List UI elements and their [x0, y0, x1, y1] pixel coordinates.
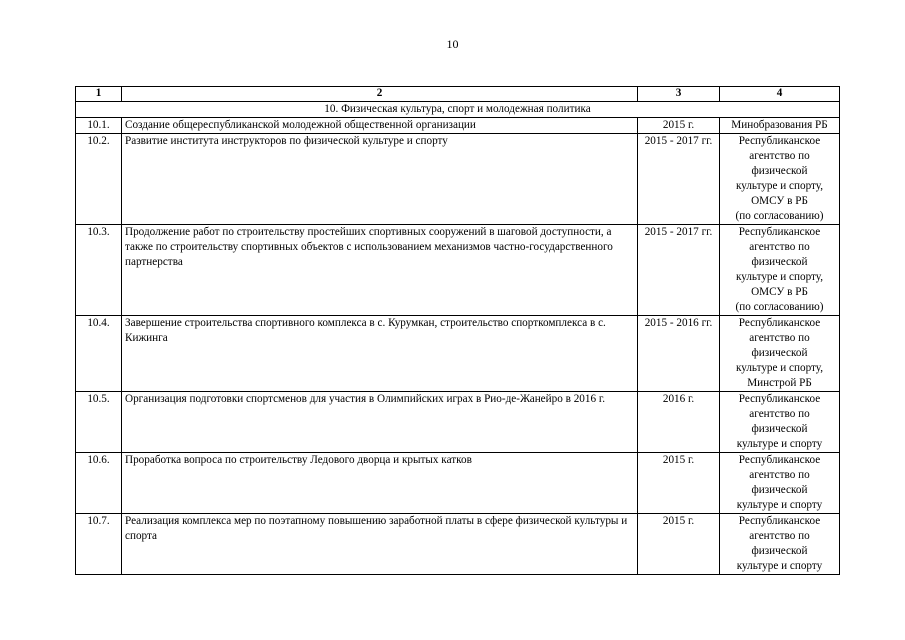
- row-measure-text: Создание общереспубликанской молодежной общественной организации: [122, 118, 638, 134]
- row-term: 2015 г.: [638, 118, 720, 134]
- responsible-line: агентство по: [749, 408, 810, 420]
- table-row: [76, 316, 840, 392]
- responsible-line: агентство по: [749, 530, 810, 542]
- column-header-4: 4: [720, 87, 840, 102]
- row-number: 10.7.: [76, 514, 122, 575]
- row-term: 2015 г.: [638, 514, 720, 575]
- section-title: 10. Физическая культура, спорт и молодежная политика: [76, 102, 840, 118]
- row-number: 10.1.: [76, 118, 122, 134]
- row-number: 10.3.: [76, 225, 122, 316]
- responsible-line: культуре и спорту: [736, 560, 823, 572]
- responsible-line: физической: [751, 423, 808, 435]
- responsible-line: физической: [751, 165, 808, 177]
- responsible-line: Республиканское: [738, 454, 821, 466]
- column-header-2: 2: [122, 87, 638, 102]
- column-header-3: 3: [638, 87, 720, 102]
- responsible-line: Республиканское: [738, 317, 821, 329]
- responsible-line: Республиканское: [738, 515, 821, 527]
- responsible-line: ОМСУ в РБ: [751, 286, 808, 298]
- row-term: 2016 г.: [638, 392, 720, 453]
- section-row: [76, 102, 840, 118]
- row-responsible: [720, 134, 840, 225]
- responsible-line: агентство по: [749, 241, 810, 253]
- row-measure-text: Продолжение работ по строительству простейших спортивных сооружений в шаговой доступности, а также по строительству спортивных объектов с использованием механизмов частно-государственного партнерства: [122, 225, 638, 316]
- column-header-1: 1: [76, 87, 122, 102]
- row-responsible: [720, 118, 840, 134]
- responsible-line: физической: [751, 545, 808, 557]
- responsible-line: ОМСУ в РБ: [751, 195, 808, 207]
- row-measure-text: Организация подготовки спортсменов для участия в Олимпийских играх в Рио-де-Жанейро в 2016 г.: [122, 392, 638, 453]
- row-measure-text: Проработка вопроса по строительству Ледового дворца и крытых катков: [122, 453, 638, 514]
- row-number: 10.4.: [76, 316, 122, 392]
- row-term: 2015 - 2017 гг.: [638, 134, 720, 225]
- table-row: [76, 453, 840, 514]
- row-responsible: [720, 225, 840, 316]
- row-measure-text: Развитие института инструкторов по физической культуре и спорту: [122, 134, 638, 225]
- page-number: 10: [446, 37, 459, 51]
- responsible-line: физической: [751, 256, 808, 268]
- responsible-line: культуре и спорту,: [735, 362, 824, 374]
- row-number: 10.2.: [76, 134, 122, 225]
- row-responsible: [720, 514, 840, 575]
- row-measure-text: Завершение строительства спортивного комплекса в с. Курумкан, строительство спорткомплекса в с. Кижинга: [122, 316, 638, 392]
- responsible-line: Минобразования РБ: [731, 119, 828, 131]
- row-responsible: [720, 392, 840, 453]
- table-row: [76, 392, 840, 453]
- responsible-line: агентство по: [749, 150, 810, 162]
- responsible-line: Республиканское: [738, 226, 821, 238]
- row-term: 2015 - 2016 гг.: [638, 316, 720, 392]
- responsible-line: культуре и спорту,: [735, 271, 824, 283]
- responsible-line: физической: [751, 347, 808, 359]
- measures-table: [75, 86, 840, 575]
- responsible-line: культуре и спорту: [736, 438, 823, 450]
- table-header-row: [76, 87, 840, 102]
- row-responsible: [720, 453, 840, 514]
- responsible-line: физической: [751, 484, 808, 496]
- table-row: [76, 514, 840, 575]
- table-row: [76, 134, 840, 225]
- responsible-line: агентство по: [749, 332, 810, 344]
- row-responsible: [720, 316, 840, 392]
- table-row: [76, 118, 840, 134]
- responsible-line: Минстрой РБ: [747, 377, 812, 389]
- responsible-line: культуре и спорту: [736, 499, 823, 511]
- responsible-line: агентство по: [749, 469, 810, 481]
- row-number: 10.5.: [76, 392, 122, 453]
- responsible-line: (по согласованию): [735, 210, 824, 222]
- responsible-line: культуре и спорту,: [735, 180, 824, 192]
- row-number: 10.6.: [76, 453, 122, 514]
- responsible-line: Республиканское: [738, 393, 821, 405]
- row-measure-text: Реализация комплекса мер по поэтапному повышению заработной платы в сфере физической культуры и спорта: [122, 514, 638, 575]
- row-term: 2015 г.: [638, 453, 720, 514]
- responsible-line: Республиканское: [738, 135, 821, 147]
- responsible-line: (по согласованию): [735, 301, 824, 313]
- table-row: [76, 225, 840, 316]
- row-term: 2015 - 2017 гг.: [638, 225, 720, 316]
